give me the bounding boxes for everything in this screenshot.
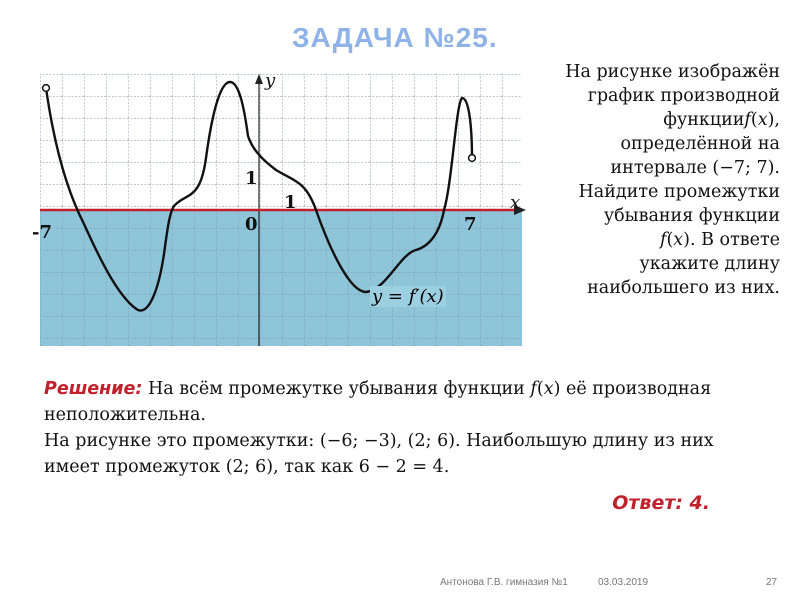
problem-line: На рисунке изображён xyxy=(565,62,780,82)
solution-text-2: На рисунке это промежутки: (−6; −3), (2; 6). Наибольшую длину из них имеет промежуток (2; 6), так как 6 − 2 = 4. xyxy=(44,431,714,477)
problem-line: Найдите промежутки xyxy=(578,182,780,202)
unit-x-label: 1 xyxy=(284,192,297,213)
problem-line: укажите длину xyxy=(639,254,780,274)
unit-y-label: 1 xyxy=(245,168,258,189)
derivative-graph xyxy=(32,70,530,346)
right-open-endpoint xyxy=(469,155,476,162)
footer-author: Антонова Г.В. гимназия №1 xyxy=(440,577,568,588)
problem-line: убывания функции xyxy=(603,206,780,226)
left-open-endpoint xyxy=(43,85,50,92)
graph-formula: y = f′(x) xyxy=(372,286,444,307)
problem-line: интервале (−7; 7). xyxy=(610,158,780,178)
y-axis-label: y xyxy=(265,70,276,91)
problem-line: наибольшего из них. xyxy=(587,278,780,298)
solution-label: Решение: xyxy=(44,379,143,399)
left-end-label: -7 xyxy=(32,222,52,243)
problem-line: определённой на xyxy=(620,134,780,154)
origin-label: 0 xyxy=(245,214,258,235)
answer: Ответ: 4. xyxy=(612,492,710,514)
solution-block xyxy=(44,376,744,480)
footer-date: 03.03.2019 xyxy=(598,577,649,588)
solution-text-1: На всём промежутке убывания функции 𝑓(𝑥) её производная неположительна. xyxy=(44,379,712,425)
slide-title: ЗАДАЧА №25. xyxy=(292,22,498,53)
problem-line: функции𝑓(𝑥), xyxy=(663,110,780,130)
solution-paragraph-1 xyxy=(44,376,744,428)
page-number: 27 xyxy=(766,577,778,588)
problem-line: график производной xyxy=(587,86,780,106)
problem-line: 𝑓(𝑥). В ответе xyxy=(659,230,780,250)
right-end-label: 7 xyxy=(464,214,477,235)
problem-statement xyxy=(480,60,780,300)
x-axis-label: x xyxy=(510,192,521,213)
